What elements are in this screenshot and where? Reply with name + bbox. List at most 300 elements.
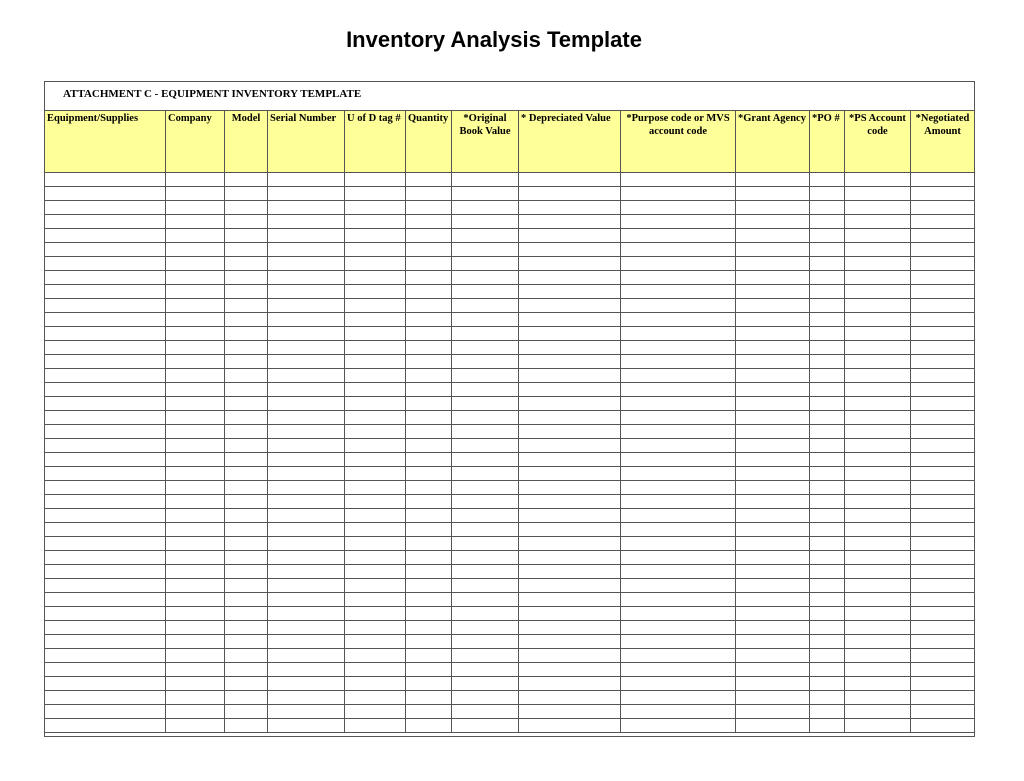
table-cell[interactable] xyxy=(810,467,845,481)
table-cell[interactable] xyxy=(406,579,452,593)
table-cell[interactable] xyxy=(621,243,736,257)
table-cell[interactable] xyxy=(621,453,736,467)
table-cell[interactable] xyxy=(911,607,975,621)
table-cell[interactable] xyxy=(166,439,225,453)
table-cell[interactable] xyxy=(452,523,519,537)
table-cell[interactable] xyxy=(166,719,225,733)
table-cell[interactable] xyxy=(519,607,621,621)
table-cell[interactable] xyxy=(810,677,845,691)
table-cell[interactable] xyxy=(810,215,845,229)
table-cell[interactable] xyxy=(452,635,519,649)
table-cell[interactable] xyxy=(45,565,166,579)
table-cell[interactable] xyxy=(911,593,975,607)
table-cell[interactable] xyxy=(45,635,166,649)
table-cell[interactable] xyxy=(345,425,406,439)
table-cell[interactable] xyxy=(268,453,345,467)
table-cell[interactable] xyxy=(166,649,225,663)
table-cell[interactable] xyxy=(452,327,519,341)
table-cell[interactable] xyxy=(845,467,911,481)
table-cell[interactable] xyxy=(268,187,345,201)
table-cell[interactable] xyxy=(45,537,166,551)
table-cell[interactable] xyxy=(345,467,406,481)
table-cell[interactable] xyxy=(621,719,736,733)
table-cell[interactable] xyxy=(911,355,975,369)
table-cell[interactable] xyxy=(225,243,268,257)
table-cell[interactable] xyxy=(845,201,911,215)
table-cell[interactable] xyxy=(225,467,268,481)
table-cell[interactable] xyxy=(406,257,452,271)
table-cell[interactable] xyxy=(845,425,911,439)
table-cell[interactable] xyxy=(225,481,268,495)
table-cell[interactable] xyxy=(225,397,268,411)
table-cell[interactable] xyxy=(406,453,452,467)
table-cell[interactable] xyxy=(845,173,911,187)
table-cell[interactable] xyxy=(166,607,225,621)
table-cell[interactable] xyxy=(166,201,225,215)
table-cell[interactable] xyxy=(845,579,911,593)
table-cell[interactable] xyxy=(621,173,736,187)
table-cell[interactable] xyxy=(621,355,736,369)
table-cell[interactable] xyxy=(911,551,975,565)
table-cell[interactable] xyxy=(225,523,268,537)
table-cell[interactable] xyxy=(345,313,406,327)
table-cell[interactable] xyxy=(166,593,225,607)
table-cell[interactable] xyxy=(225,257,268,271)
table-cell[interactable] xyxy=(225,719,268,733)
table-cell[interactable] xyxy=(406,649,452,663)
table-cell[interactable] xyxy=(810,495,845,509)
table-cell[interactable] xyxy=(452,649,519,663)
table-cell[interactable] xyxy=(166,215,225,229)
table-cell[interactable] xyxy=(736,509,810,523)
table-cell[interactable] xyxy=(452,383,519,397)
table-cell[interactable] xyxy=(911,201,975,215)
table-cell[interactable] xyxy=(911,439,975,453)
table-cell[interactable] xyxy=(452,481,519,495)
table-cell[interactable] xyxy=(45,327,166,341)
table-cell[interactable] xyxy=(621,579,736,593)
table-cell[interactable] xyxy=(406,229,452,243)
table-cell[interactable] xyxy=(845,677,911,691)
table-cell[interactable] xyxy=(519,467,621,481)
table-cell[interactable] xyxy=(452,579,519,593)
table-cell[interactable] xyxy=(621,537,736,551)
table-cell[interactable] xyxy=(225,635,268,649)
table-cell[interactable] xyxy=(345,607,406,621)
table-cell[interactable] xyxy=(519,201,621,215)
table-cell[interactable] xyxy=(166,327,225,341)
table-cell[interactable] xyxy=(621,551,736,565)
table-cell[interactable] xyxy=(268,523,345,537)
table-cell[interactable] xyxy=(911,257,975,271)
table-cell[interactable] xyxy=(406,663,452,677)
table-cell[interactable] xyxy=(45,243,166,257)
table-cell[interactable] xyxy=(45,719,166,733)
table-cell[interactable] xyxy=(911,229,975,243)
table-cell[interactable] xyxy=(45,215,166,229)
table-cell[interactable] xyxy=(166,537,225,551)
table-cell[interactable] xyxy=(519,215,621,229)
table-cell[interactable] xyxy=(166,523,225,537)
table-cell[interactable] xyxy=(845,341,911,355)
table-cell[interactable] xyxy=(736,229,810,243)
table-cell[interactable] xyxy=(268,257,345,271)
table-cell[interactable] xyxy=(45,271,166,285)
table-cell[interactable] xyxy=(736,425,810,439)
table-cell[interactable] xyxy=(621,509,736,523)
table-cell[interactable] xyxy=(621,187,736,201)
table-cell[interactable] xyxy=(225,201,268,215)
table-cell[interactable] xyxy=(845,719,911,733)
table-cell[interactable] xyxy=(519,481,621,495)
table-cell[interactable] xyxy=(845,243,911,257)
table-cell[interactable] xyxy=(845,537,911,551)
table-cell[interactable] xyxy=(406,299,452,313)
table-cell[interactable] xyxy=(519,551,621,565)
table-cell[interactable] xyxy=(345,173,406,187)
table-cell[interactable] xyxy=(452,411,519,425)
table-cell[interactable] xyxy=(225,621,268,635)
table-cell[interactable] xyxy=(166,663,225,677)
table-cell[interactable] xyxy=(621,691,736,705)
table-cell[interactable] xyxy=(45,257,166,271)
table-cell[interactable] xyxy=(166,341,225,355)
table-cell[interactable] xyxy=(911,383,975,397)
table-cell[interactable] xyxy=(452,467,519,481)
table-cell[interactable] xyxy=(810,705,845,719)
table-cell[interactable] xyxy=(911,285,975,299)
table-cell[interactable] xyxy=(621,677,736,691)
table-cell[interactable] xyxy=(911,411,975,425)
table-cell[interactable] xyxy=(519,243,621,257)
table-cell[interactable] xyxy=(810,635,845,649)
table-cell[interactable] xyxy=(406,201,452,215)
table-cell[interactable] xyxy=(621,411,736,425)
table-cell[interactable] xyxy=(166,551,225,565)
table-cell[interactable] xyxy=(736,593,810,607)
table-cell[interactable] xyxy=(736,705,810,719)
table-cell[interactable] xyxy=(406,551,452,565)
table-cell[interactable] xyxy=(406,187,452,201)
table-cell[interactable] xyxy=(406,621,452,635)
table-cell[interactable] xyxy=(810,271,845,285)
table-cell[interactable] xyxy=(225,215,268,229)
table-cell[interactable] xyxy=(225,229,268,243)
table-cell[interactable] xyxy=(166,481,225,495)
table-cell[interactable] xyxy=(810,201,845,215)
table-cell[interactable] xyxy=(45,551,166,565)
table-cell[interactable] xyxy=(452,243,519,257)
table-cell[interactable] xyxy=(621,341,736,355)
table-cell[interactable] xyxy=(452,565,519,579)
table-cell[interactable] xyxy=(225,453,268,467)
table-cell[interactable] xyxy=(911,565,975,579)
table-cell[interactable] xyxy=(166,243,225,257)
table-cell[interactable] xyxy=(225,593,268,607)
table-cell[interactable] xyxy=(166,425,225,439)
table-cell[interactable] xyxy=(911,173,975,187)
table-cell[interactable] xyxy=(810,509,845,523)
table-cell[interactable] xyxy=(621,313,736,327)
table-cell[interactable] xyxy=(519,257,621,271)
table-cell[interactable] xyxy=(911,481,975,495)
table-cell[interactable] xyxy=(345,691,406,705)
table-cell[interactable] xyxy=(845,635,911,649)
table-cell[interactable] xyxy=(736,439,810,453)
table-cell[interactable] xyxy=(621,299,736,313)
table-cell[interactable] xyxy=(268,565,345,579)
table-cell[interactable] xyxy=(519,537,621,551)
table-cell[interactable] xyxy=(45,173,166,187)
table-cell[interactable] xyxy=(845,327,911,341)
table-cell[interactable] xyxy=(736,607,810,621)
table-cell[interactable] xyxy=(166,187,225,201)
table-cell[interactable] xyxy=(845,313,911,327)
table-cell[interactable] xyxy=(736,243,810,257)
table-cell[interactable] xyxy=(268,579,345,593)
table-cell[interactable] xyxy=(621,257,736,271)
table-cell[interactable] xyxy=(225,565,268,579)
table-cell[interactable] xyxy=(166,383,225,397)
table-cell[interactable] xyxy=(268,411,345,425)
table-cell[interactable] xyxy=(268,355,345,369)
table-cell[interactable] xyxy=(736,481,810,495)
table-cell[interactable] xyxy=(225,327,268,341)
table-cell[interactable] xyxy=(45,425,166,439)
table-cell[interactable] xyxy=(268,621,345,635)
table-cell[interactable] xyxy=(911,369,975,383)
table-cell[interactable] xyxy=(736,537,810,551)
table-cell[interactable] xyxy=(406,467,452,481)
table-cell[interactable] xyxy=(736,621,810,635)
table-cell[interactable] xyxy=(45,341,166,355)
table-cell[interactable] xyxy=(810,229,845,243)
table-cell[interactable] xyxy=(345,509,406,523)
table-cell[interactable] xyxy=(845,271,911,285)
table-cell[interactable] xyxy=(45,229,166,243)
table-cell[interactable] xyxy=(810,719,845,733)
table-cell[interactable] xyxy=(845,607,911,621)
table-cell[interactable] xyxy=(452,369,519,383)
table-cell[interactable] xyxy=(225,271,268,285)
table-cell[interactable] xyxy=(519,663,621,677)
table-cell[interactable] xyxy=(345,677,406,691)
table-cell[interactable] xyxy=(268,313,345,327)
table-cell[interactable] xyxy=(621,635,736,649)
table-cell[interactable] xyxy=(452,201,519,215)
table-cell[interactable] xyxy=(45,369,166,383)
table-cell[interactable] xyxy=(621,327,736,341)
table-cell[interactable] xyxy=(519,649,621,663)
table-cell[interactable] xyxy=(736,187,810,201)
table-cell[interactable] xyxy=(225,341,268,355)
table-cell[interactable] xyxy=(406,523,452,537)
table-cell[interactable] xyxy=(736,579,810,593)
table-cell[interactable] xyxy=(345,411,406,425)
table-cell[interactable] xyxy=(406,215,452,229)
table-cell[interactable] xyxy=(166,257,225,271)
table-cell[interactable] xyxy=(166,397,225,411)
table-cell[interactable] xyxy=(268,369,345,383)
table-cell[interactable] xyxy=(406,411,452,425)
table-cell[interactable] xyxy=(736,215,810,229)
table-cell[interactable] xyxy=(911,621,975,635)
table-cell[interactable] xyxy=(345,299,406,313)
table-cell[interactable] xyxy=(519,439,621,453)
table-cell[interactable] xyxy=(45,355,166,369)
table-cell[interactable] xyxy=(519,327,621,341)
table-cell[interactable] xyxy=(268,299,345,313)
table-cell[interactable] xyxy=(845,453,911,467)
table-cell[interactable] xyxy=(911,537,975,551)
table-cell[interactable] xyxy=(166,467,225,481)
table-cell[interactable] xyxy=(268,425,345,439)
table-cell[interactable] xyxy=(166,621,225,635)
table-cell[interactable] xyxy=(519,509,621,523)
table-cell[interactable] xyxy=(452,439,519,453)
table-cell[interactable] xyxy=(519,411,621,425)
table-cell[interactable] xyxy=(519,187,621,201)
table-cell[interactable] xyxy=(810,481,845,495)
table-cell[interactable] xyxy=(845,649,911,663)
table-cell[interactable] xyxy=(268,229,345,243)
table-cell[interactable] xyxy=(345,439,406,453)
table-cell[interactable] xyxy=(736,453,810,467)
table-cell[interactable] xyxy=(736,663,810,677)
table-cell[interactable] xyxy=(345,201,406,215)
table-cell[interactable] xyxy=(225,411,268,425)
table-cell[interactable] xyxy=(810,285,845,299)
table-cell[interactable] xyxy=(845,705,911,719)
table-cell[interactable] xyxy=(452,397,519,411)
table-cell[interactable] xyxy=(345,215,406,229)
table-cell[interactable] xyxy=(452,257,519,271)
table-cell[interactable] xyxy=(345,649,406,663)
table-cell[interactable] xyxy=(225,425,268,439)
table-cell[interactable] xyxy=(736,341,810,355)
table-cell[interactable] xyxy=(345,243,406,257)
table-cell[interactable] xyxy=(406,691,452,705)
table-cell[interactable] xyxy=(268,285,345,299)
table-cell[interactable] xyxy=(406,383,452,397)
table-cell[interactable] xyxy=(268,383,345,397)
table-cell[interactable] xyxy=(166,677,225,691)
table-cell[interactable] xyxy=(268,215,345,229)
table-cell[interactable] xyxy=(519,677,621,691)
table-cell[interactable] xyxy=(452,425,519,439)
table-cell[interactable] xyxy=(621,481,736,495)
table-cell[interactable] xyxy=(166,509,225,523)
table-cell[interactable] xyxy=(406,677,452,691)
table-cell[interactable] xyxy=(911,495,975,509)
table-cell[interactable] xyxy=(406,537,452,551)
table-cell[interactable] xyxy=(45,663,166,677)
table-cell[interactable] xyxy=(736,411,810,425)
table-cell[interactable] xyxy=(845,299,911,313)
table-cell[interactable] xyxy=(519,719,621,733)
table-cell[interactable] xyxy=(406,705,452,719)
table-cell[interactable] xyxy=(225,663,268,677)
table-cell[interactable] xyxy=(621,593,736,607)
table-cell[interactable] xyxy=(225,495,268,509)
table-cell[interactable] xyxy=(736,355,810,369)
table-cell[interactable] xyxy=(268,201,345,215)
table-cell[interactable] xyxy=(810,691,845,705)
table-cell[interactable] xyxy=(810,579,845,593)
table-cell[interactable] xyxy=(452,607,519,621)
table-cell[interactable] xyxy=(911,341,975,355)
table-cell[interactable] xyxy=(452,509,519,523)
table-cell[interactable] xyxy=(911,313,975,327)
table-cell[interactable] xyxy=(452,691,519,705)
table-cell[interactable] xyxy=(845,383,911,397)
table-cell[interactable] xyxy=(845,215,911,229)
table-cell[interactable] xyxy=(406,285,452,299)
table-cell[interactable] xyxy=(810,411,845,425)
table-cell[interactable] xyxy=(166,495,225,509)
table-cell[interactable] xyxy=(45,313,166,327)
table-cell[interactable] xyxy=(519,229,621,243)
table-cell[interactable] xyxy=(911,215,975,229)
table-cell[interactable] xyxy=(268,663,345,677)
table-cell[interactable] xyxy=(406,397,452,411)
table-cell[interactable] xyxy=(621,439,736,453)
table-cell[interactable] xyxy=(166,635,225,649)
table-cell[interactable] xyxy=(810,439,845,453)
table-cell[interactable] xyxy=(621,467,736,481)
table-cell[interactable] xyxy=(810,397,845,411)
table-cell[interactable] xyxy=(406,271,452,285)
table-cell[interactable] xyxy=(45,187,166,201)
table-cell[interactable] xyxy=(225,705,268,719)
table-cell[interactable] xyxy=(166,579,225,593)
table-cell[interactable] xyxy=(45,509,166,523)
table-cell[interactable] xyxy=(45,495,166,509)
table-cell[interactable] xyxy=(225,439,268,453)
table-cell[interactable] xyxy=(621,285,736,299)
table-cell[interactable] xyxy=(911,635,975,649)
table-cell[interactable] xyxy=(519,635,621,649)
table-cell[interactable] xyxy=(736,719,810,733)
table-cell[interactable] xyxy=(452,215,519,229)
table-cell[interactable] xyxy=(225,355,268,369)
table-cell[interactable] xyxy=(268,271,345,285)
table-cell[interactable] xyxy=(268,481,345,495)
table-cell[interactable] xyxy=(406,173,452,187)
table-cell[interactable] xyxy=(406,355,452,369)
table-cell[interactable] xyxy=(621,495,736,509)
table-cell[interactable] xyxy=(736,397,810,411)
table-cell[interactable] xyxy=(736,691,810,705)
table-cell[interactable] xyxy=(345,593,406,607)
table-cell[interactable] xyxy=(166,369,225,383)
table-cell[interactable] xyxy=(911,467,975,481)
table-cell[interactable] xyxy=(345,523,406,537)
table-cell[interactable] xyxy=(268,509,345,523)
table-cell[interactable] xyxy=(166,453,225,467)
table-cell[interactable] xyxy=(621,607,736,621)
table-cell[interactable] xyxy=(225,285,268,299)
table-cell[interactable] xyxy=(345,565,406,579)
table-cell[interactable] xyxy=(519,691,621,705)
table-cell[interactable] xyxy=(268,593,345,607)
table-cell[interactable] xyxy=(406,313,452,327)
table-cell[interactable] xyxy=(268,467,345,481)
table-cell[interactable] xyxy=(810,621,845,635)
table-cell[interactable] xyxy=(45,397,166,411)
table-cell[interactable] xyxy=(736,327,810,341)
table-cell[interactable] xyxy=(736,495,810,509)
